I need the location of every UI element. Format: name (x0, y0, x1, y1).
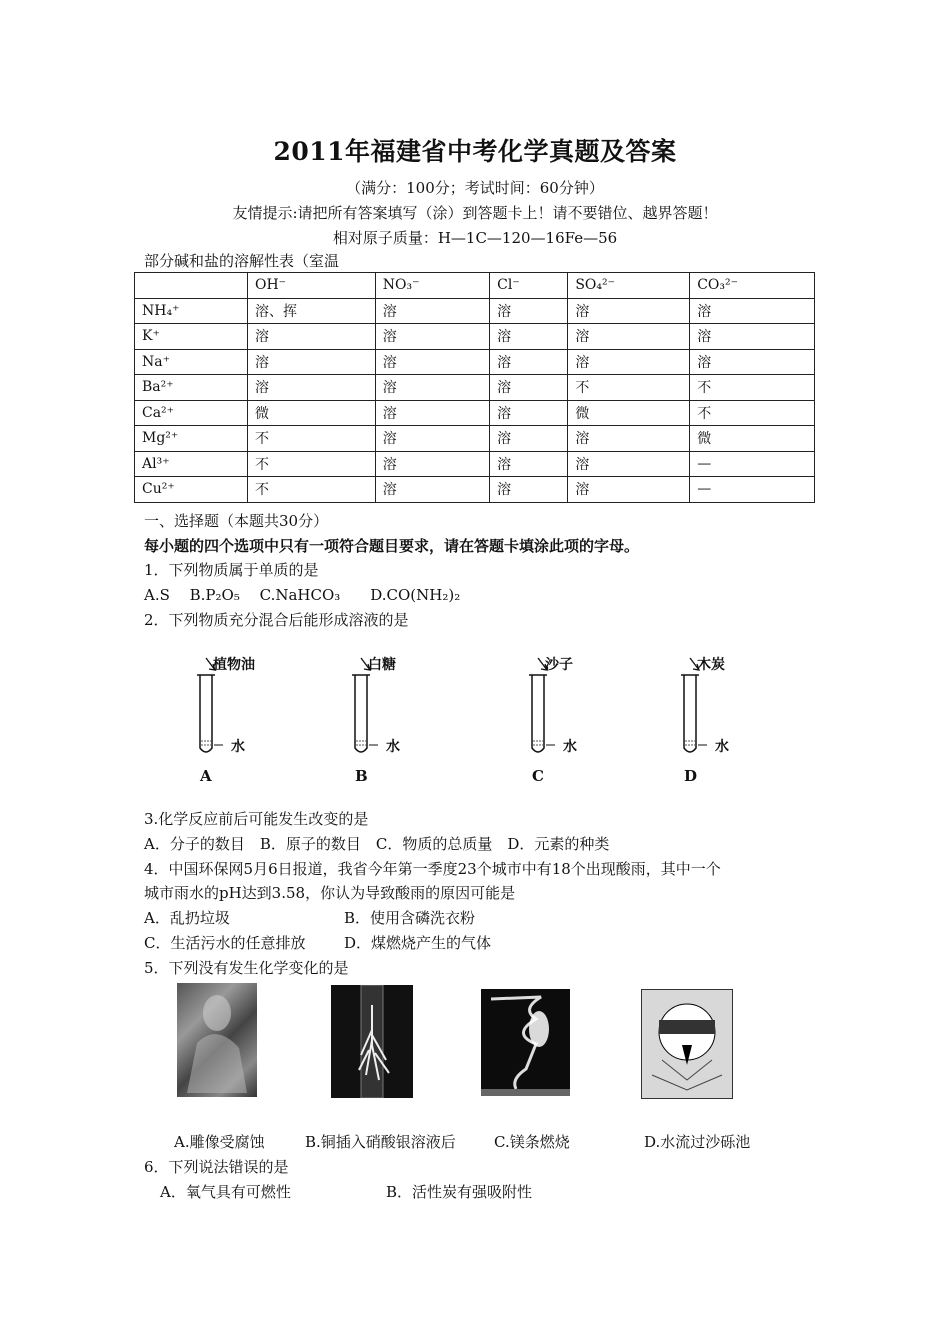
section-heading: 一、选择题（本题共30分） (144, 512, 329, 530)
table-header-row (135, 273, 815, 299)
tube-option-letter: B (355, 767, 368, 785)
q4-option-d: D．煤燃烧产生的气体 (344, 934, 492, 952)
table-cell: 微 (690, 426, 815, 452)
tube-water-label: 水 (386, 739, 400, 755)
table-cell (135, 273, 248, 299)
q4-option-b: B．使用含磷洗衣粉 (344, 909, 476, 927)
table-cell: Cl⁻ (490, 273, 568, 299)
q6-stem: 6．下列说法错误的是 (144, 1158, 289, 1176)
q4-option-c: C．生活污水的任意排放 (144, 934, 306, 952)
table-cell: 溶 (375, 324, 489, 350)
q5-caption-d: D.水流过沙砾池 (644, 1133, 751, 1151)
table-cell: Cu²⁺ (135, 477, 248, 503)
table-row (135, 298, 815, 324)
table-cell: OH⁻ (248, 273, 376, 299)
table-row (135, 349, 815, 375)
table-cell: 溶 (490, 451, 568, 477)
tube-water-label: 水 (231, 739, 245, 755)
table-cell: 溶 (375, 349, 489, 375)
copper-wire-photo (331, 985, 413, 1098)
table-cell: SO₄²⁻ (568, 273, 690, 299)
q1-options: A.S B.P₂O₅ C.NaHCO₃ D.CO(NH₂)₂ (144, 586, 461, 604)
q2-stem: 2．下列物质充分混合后能形成溶液的是 (144, 611, 409, 629)
table-cell: 微 (568, 400, 690, 426)
table-cell: 溶 (248, 375, 376, 401)
table-cell: 不 (248, 451, 376, 477)
q5-caption-b: B.铜插入硝酸银溶液后 (305, 1133, 456, 1151)
table-cell: 溶 (490, 426, 568, 452)
table-cell: 溶 (375, 298, 489, 324)
table-cell: 不 (568, 375, 690, 401)
table-cell: 溶 (690, 324, 815, 350)
table-cell: 不 (248, 426, 376, 452)
tube-water-label: 水 (563, 739, 577, 755)
table-caption: 部分碱和盐的溶解性表（室温 (144, 252, 340, 270)
table-row (135, 426, 815, 452)
q4-stem-2: 城市雨水的pH达到3.58，你认为导致酸雨的原因可能是 (144, 884, 516, 902)
statue-photo (177, 983, 257, 1097)
tube-substance-label: 白糖 (368, 657, 396, 673)
table-cell: 微 (248, 400, 376, 426)
page-title: 2011年福建省中考化学真题及答案 (273, 137, 677, 166)
table-cell: Mg²⁺ (135, 426, 248, 452)
table-cell: 溶 (375, 375, 489, 401)
table-cell: — (690, 451, 815, 477)
table-row (135, 375, 815, 401)
table-cell: Al³⁺ (135, 451, 248, 477)
table-cell: Na⁺ (135, 349, 248, 375)
table-cell: 溶 (490, 298, 568, 324)
table-row (135, 324, 815, 350)
table-cell: 溶 (690, 298, 815, 324)
table-cell: 溶 (490, 324, 568, 350)
tube-substance-label: 沙子 (545, 657, 573, 673)
table-cell: 溶 (568, 451, 690, 477)
score-time: （满分：100分；考试时间：60分钟） (346, 179, 604, 197)
table-row (135, 451, 815, 477)
q5-caption-c: C.镁条燃烧 (494, 1133, 570, 1151)
magnesium-burning-photo (481, 989, 570, 1096)
table-cell: NH₄⁺ (135, 298, 248, 324)
table-cell: 溶 (375, 451, 489, 477)
q3-stem: 3.化学反应前后可能发生改变的是 (144, 810, 369, 828)
q3-options: A．分子的数目 B．原子的数目 C．物质的总质量 D．元素的种类 (144, 835, 610, 853)
section-instruction: 每小题的四个选项中只有一项符合题目要求，请在答题卡填涂此项的字母。 (144, 537, 640, 555)
table-cell: 溶 (690, 349, 815, 375)
tube-water-label: 水 (715, 739, 729, 755)
tube-option-letter: D (684, 767, 698, 785)
table-cell: 溶 (490, 400, 568, 426)
table-cell: 溶 (568, 477, 690, 503)
table-cell: Ca²⁺ (135, 400, 248, 426)
table-cell: 溶 (375, 477, 489, 503)
table-cell: 不 (690, 400, 815, 426)
table-cell: 不 (690, 375, 815, 401)
q4-option-a: A．乱扔垃圾 (144, 909, 230, 927)
atomic-mass: 相对原子质量：H—1C—120—16Fe—56 (332, 229, 618, 247)
q6-option-b: B．活性炭有强吸附性 (386, 1183, 533, 1201)
tube-substance-label: 木炭 (697, 657, 725, 673)
table-cell: NO₃⁻ (375, 273, 489, 299)
table-cell: — (690, 477, 815, 503)
table-cell: 溶 (568, 426, 690, 452)
table-cell: Ba²⁺ (135, 375, 248, 401)
table-cell: 溶、挥 (248, 298, 376, 324)
table-cell: 溶 (248, 324, 376, 350)
table-cell: 溶 (375, 426, 489, 452)
table-cell: 溶 (490, 349, 568, 375)
table-cell: CO₃²⁻ (690, 273, 815, 299)
table-cell: 溶 (490, 375, 568, 401)
table-cell: 溶 (568, 298, 690, 324)
table-cell: K⁺ (135, 324, 248, 350)
table-row (135, 477, 815, 503)
table-cell: 溶 (568, 349, 690, 375)
solubility-table (134, 272, 815, 503)
friendly-tip: 友情提示:请把所有答案填写（涂）到答题卡上！请不要错位、越界答题！ (232, 204, 718, 222)
q6-option-a: A．氧气具有可燃性 (160, 1183, 291, 1201)
q5-caption-a: A.雕像受腐蚀 (174, 1133, 265, 1151)
q5-stem: 5．下列没有发生化学变化的是 (144, 959, 349, 977)
table-cell: 溶 (248, 349, 376, 375)
table-cell: 溶 (568, 324, 690, 350)
tube-substance-label: 植物油 (213, 657, 255, 673)
table-cell: 溶 (490, 477, 568, 503)
tube-option-letter: A (200, 767, 212, 785)
tube-option-letter: C (532, 767, 544, 785)
table-cell: 溶 (375, 400, 489, 426)
q4-stem-1: 4．中国环保网5月6日报道，我省今年第一季度23个城市中有18个出现酸雨，其中一个 (144, 860, 721, 878)
table-row (135, 400, 815, 426)
table-cell: 不 (248, 477, 376, 503)
sand-filter-diagram (641, 989, 733, 1099)
q1-stem: 1．下列物质属于单质的是 (144, 561, 319, 579)
